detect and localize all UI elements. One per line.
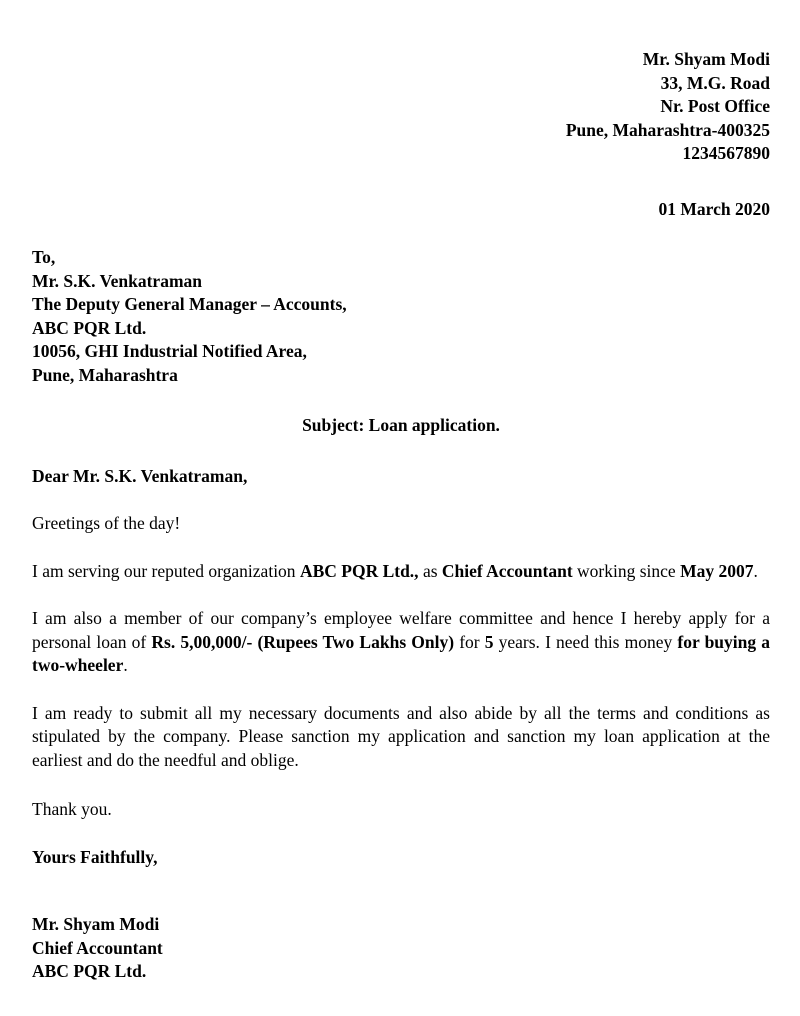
sender-landmark: Nr. Post Office (660, 96, 770, 116)
salutation: Dear Mr. S.K. Venkatraman, (32, 465, 248, 486)
recipient-name: Mr. S.K. Venkatraman (32, 270, 203, 291)
para2-loan-amount-bold: Rs. 5,00,000/- (Rupees Two Lakhs Only) (151, 631, 455, 652)
para2-tenure-bold: 5 (484, 631, 494, 652)
greeting-paragraph: Greetings of the day! (32, 513, 181, 533)
recipient-street: 10056, GHI Industrial Notified Area, (32, 341, 307, 361)
signature-company: ABC PQR Ltd. (32, 961, 147, 981)
letter-content (32, 0, 770, 984)
para2-text-1: I am also a member of our company’s employee welfare committee and hence I hereby apply for a personal loan of (32, 608, 770, 652)
para1-since-date-bold: May 2007 (680, 560, 754, 581)
signature-block (32, 869, 770, 984)
para2-text-3: years. I need this money (493, 631, 678, 652)
para1-text-1: I am serving our reputed organization (32, 560, 300, 581)
para1-text-4: . (753, 560, 758, 581)
signature-name: Mr. Shyam Modi (32, 914, 160, 934)
recipient-to-label: To, (32, 247, 56, 267)
para2-text-2: for (454, 631, 485, 652)
recipient-address-block (32, 221, 770, 387)
para1-text-3: working since (572, 560, 681, 581)
recipient-company: ABC PQR Ltd. (32, 317, 147, 338)
body-paragraph-2 (32, 583, 770, 678)
subject-line: Subject: Loan application. (302, 415, 500, 435)
recipient-designation: The Deputy General Manager – Accounts, (32, 294, 347, 314)
sender-phone: 1234567890 (682, 143, 770, 163)
para2-purpose-bold: for buying a two-wheeler (32, 631, 771, 675)
sender-address-block (32, 0, 770, 166)
body-paragraph-1 (32, 536, 770, 584)
thank-you-line: Thank you. (32, 799, 112, 819)
para1-company-bold: ABC PQR Ltd., (299, 560, 419, 581)
signature-designation: Chief Accountant (32, 937, 163, 958)
sender-street: 33, M.G. Road (660, 72, 770, 93)
para1-text-2: as (418, 560, 442, 581)
recipient-city-state: Pune, Maharashtra (32, 364, 178, 385)
sender-city-state-pin: Pune, Maharashtra-400325 (565, 119, 770, 140)
para1-designation-bold: Chief Accountant (441, 560, 573, 581)
sender-name: Mr. Shyam Modi (642, 49, 770, 69)
body-paragraph-3: I am ready to submit all my necessary documents and also abide by all the terms and conditions as stipulated by the company. Please sanction my application and sanction my loan application at the earliest and do the needful and oblige. (32, 702, 770, 770)
para2-text-4: . (123, 655, 128, 675)
letter-date: 01 March 2020 (658, 198, 770, 219)
closing-line: Yours Faithfully, (32, 846, 158, 867)
